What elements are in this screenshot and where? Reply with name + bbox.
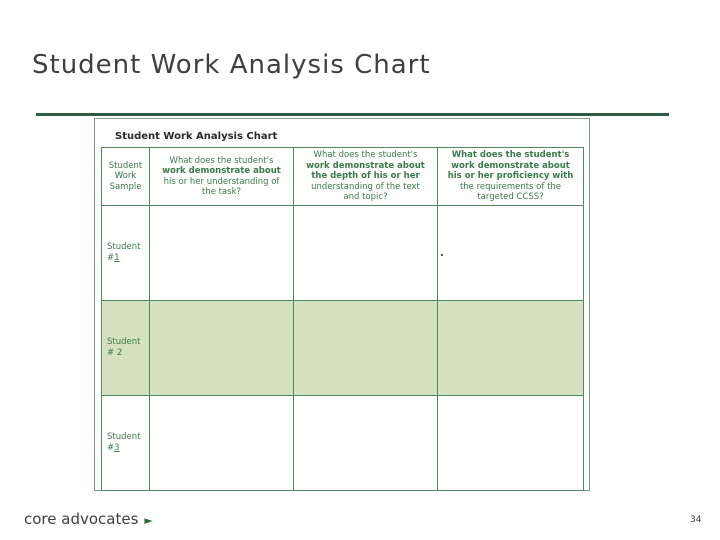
table-row: [102, 206, 584, 301]
header-text: work demonstrate about: [306, 160, 425, 171]
row-label-cell: [102, 206, 150, 301]
arrow-right-icon: ►: [144, 514, 153, 527]
header-row: [102, 148, 584, 206]
chart-title: Student Work Analysis Chart: [115, 131, 278, 142]
response-cell[interactable]: [294, 206, 438, 301]
header-text: his or her proficiency with: [447, 171, 574, 182]
header-text: Student: [108, 160, 143, 171]
response-cell[interactable]: [294, 301, 438, 396]
row-label: Student: [107, 432, 141, 442]
header-text: Work: [114, 171, 137, 182]
analysis-table: [101, 147, 584, 491]
header-text: and topic?: [343, 192, 388, 203]
header-text: work demonstrate about: [451, 160, 570, 171]
row-label: Student: [107, 242, 141, 252]
header-text: What does the student's: [451, 150, 570, 161]
header-text: understanding of the text: [311, 181, 420, 192]
response-cell[interactable]: [438, 301, 584, 396]
brand-text: core advocates: [24, 510, 139, 528]
row-number: 3: [114, 442, 120, 453]
table-row: [102, 301, 584, 396]
slide-title: Student Work Analysis Chart: [32, 50, 431, 80]
title-divider: [36, 113, 669, 116]
stray-mark: [441, 254, 443, 256]
row-prefix: #: [107, 442, 115, 453]
row-number: 1: [114, 252, 120, 263]
header-text: Sample: [109, 181, 142, 192]
response-cell[interactable]: [294, 396, 438, 491]
response-cell[interactable]: [150, 206, 294, 301]
response-cell[interactable]: [150, 301, 294, 396]
header-proficiency-ccss: [438, 148, 584, 206]
header-depth-understanding: [294, 148, 438, 206]
header-student-work-sample: [102, 148, 150, 206]
response-cell[interactable]: [438, 206, 584, 301]
response-cell[interactable]: [438, 396, 584, 491]
row-number: 2: [116, 347, 123, 358]
table-row: [102, 396, 584, 491]
analysis-chart-sheet: [94, 118, 590, 491]
row-prefix: #: [107, 252, 115, 263]
header-text: targeted CCSS?: [477, 192, 544, 203]
page-number: 34: [690, 515, 702, 525]
header-understanding-task: [150, 148, 294, 206]
header-text: What does the student's: [169, 155, 274, 166]
header-text: his or her understanding of: [163, 176, 280, 187]
brand-logo[interactable]: [24, 510, 153, 528]
row-label-cell: [102, 301, 150, 396]
header-text: the requirements of the: [459, 181, 562, 192]
header-text: the depth of his or her: [311, 171, 420, 182]
response-cell[interactable]: [150, 396, 294, 491]
header-text: What does the student's: [313, 150, 418, 161]
row-label: Student: [107, 337, 141, 347]
header-text: the task?: [201, 187, 242, 197]
header-text: work demonstrate about: [162, 166, 281, 176]
row-prefix: #: [107, 347, 115, 358]
row-label-cell: [102, 396, 150, 491]
